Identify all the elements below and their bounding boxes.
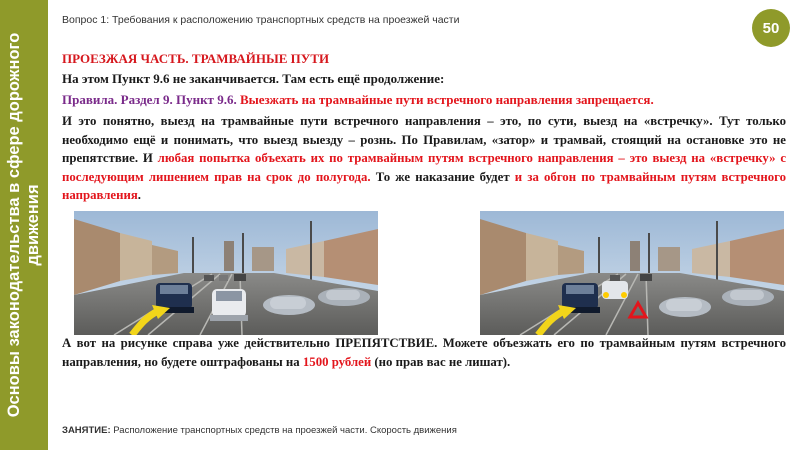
slide-number-badge: 50 bbox=[752, 9, 790, 47]
rule-text: Выезжать на трамвайные пути встречного направления запрещается. bbox=[236, 92, 654, 107]
explanation-text: И это понятно, выезд на трамвайные пути встречного направления – это, по сути, выезд на «встречку». Тут только необходимо ещё и понимать, что выезд выезду – рознь. По Правилам, «затор» и трамвай, стоящий на остановке это не препятствие. И bbox=[62, 114, 786, 165]
sidebar-title: Основы законодательства в сфере дорожного движения bbox=[5, 32, 42, 418]
obstacle-end: (но прав вас не лишат). bbox=[371, 354, 511, 369]
rule-reference: Правила. Раздел 9. Пункт 9.6. bbox=[62, 92, 237, 107]
penalty-end: . bbox=[137, 188, 141, 202]
obstacle-paragraph bbox=[62, 334, 786, 371]
footer-label: ЗАНЯТИЕ: bbox=[62, 425, 111, 436]
explanation-highlight: любая попытка объехать их по трамвайным путям встречного направления – это выезд на «встречку» с последующим лишением прав на срок до полугода. bbox=[62, 151, 787, 184]
sidebar bbox=[0, 0, 48, 450]
footer-text: Расположение транспортных средств на проезжей части. Скорость движения bbox=[110, 425, 457, 436]
street-photo-right bbox=[480, 211, 784, 335]
section-title: ПРОЕЗЖАЯ ЧАСТЬ. ТРАМВАЙНЫЕ ПУТИ bbox=[62, 51, 330, 66]
lesson-footer bbox=[62, 425, 457, 436]
intro-line: На этом Пункт 9.6 не заканчивается. Там есть ещё продолжение: bbox=[62, 71, 445, 86]
obstacle-text: А вот на рисунке справа уже действительно ПРЕПЯТСТВИЕ. Можете объезжать его по трамвайным путям встречного направления, но будете оштрафованы на bbox=[62, 336, 786, 369]
street-photo-left bbox=[74, 211, 378, 335]
explanation-paragraph bbox=[62, 112, 786, 205]
penalty-text: То же наказание будет bbox=[370, 169, 515, 184]
rule-line bbox=[62, 92, 654, 108]
question-header: Вопрос 1: Требования к расположению транспортных средств на проезжей части bbox=[62, 14, 460, 26]
penalty-highlight: и за обгон по трамвайным путям встречного направления bbox=[62, 169, 786, 202]
fine-amount: 1500 рублей bbox=[302, 354, 372, 369]
